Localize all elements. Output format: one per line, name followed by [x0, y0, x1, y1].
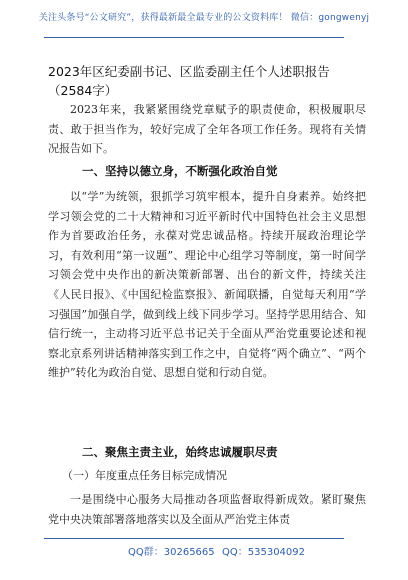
- qq-group-number: QQ群：30265665: [128, 547, 215, 558]
- banner-divider: [44, 37, 344, 38]
- qq-number: QQ：535304092: [222, 547, 306, 558]
- intro-paragraph: 2023年来，我紧紧围绕党章赋予的职责使命，积极履职尽责、敢于担当作为，较好完成了全年各项工作任务。现将有关情况报告如下。: [48, 103, 366, 156]
- footer-divider: [44, 538, 344, 539]
- footer: [0, 538, 408, 562]
- section-1-heading: 一、坚持以德立身，不断强化政治自觉: [82, 164, 278, 178]
- promo-banner: [0, 0, 408, 44]
- section-2-paragraph: 一是围绕中心服务大局推动各项监督取得新成效。紧盯聚焦党中央决策部署落地落实以及全面从严治党主体责: [48, 493, 366, 526]
- section-2-heading: 二、聚焦主责主业，始终忠诚履职尽责: [82, 445, 278, 459]
- banner-text: 关注头条号“公文研究”，获得最新最全最专业的公文资料库！ 微信：gongwenyj: [38, 13, 370, 23]
- document-title: 2023年区纪委副书记、区监委副主任个人述职报告（2584字）: [48, 64, 330, 98]
- section-1-paragraph: 以“学”为统领，狠抓学习筑牢根本，提升自身素养。始终把学习领会党的二十大精神和习近平新时代中国特色社会主义思想作为首要政治任务，永葆对党忠诚品格。持续开展政治理论学习，有效利用“第一议题”、理论中心组学习等制度，第一时间学习领会党中央作出的新决策新部署、出台的新文件，持续关注《人民日报》、《中国纪检监察报》、新闻联播，自觉每天利用“学习强国”加强自学，做到线上线下同步学习。坚持学思用结合、知信行统一，主动将习近平总书记关于全面从严治党重要论述和视察北京系列讲话精神落实到工作之中，自觉将“两个确立”、“两个维护”转化为政治自觉、思想自觉和行动自觉。: [48, 190, 366, 380]
- section-2-subheading: （一）年度重点任务目标完成情况: [62, 469, 227, 482]
